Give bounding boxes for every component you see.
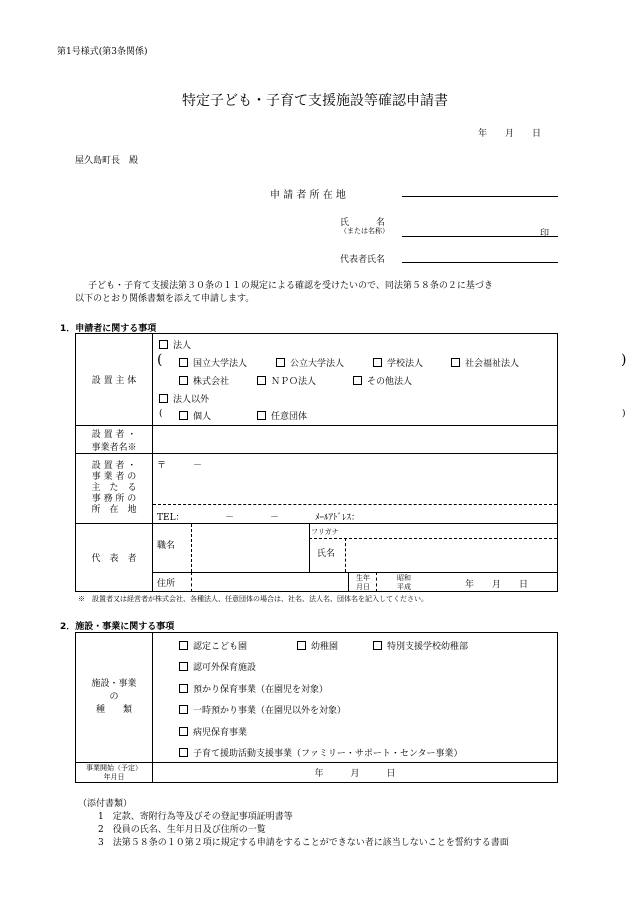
- start-date-field[interactable]: 年 月 日: [153, 763, 558, 783]
- divider: [309, 524, 310, 572]
- checkbox-icon: [373, 358, 382, 367]
- attachment-item: 1 定款、寄附行為等及びその登記事項証明書等: [98, 812, 293, 822]
- right-bracket-icon: ): [622, 409, 626, 419]
- office-label-cell: 設 置 者 ・ 事 業 者 の 主 た る 事 務 所 の 所 在 地: [76, 454, 153, 524]
- opt-certified-kodomoen[interactable]: 認定こども園: [179, 639, 247, 652]
- opt-individual[interactable]: 個人: [179, 409, 211, 422]
- addressee: 屋久島町長 殿: [75, 156, 139, 166]
- checkbox-icon: [179, 727, 188, 736]
- checkbox-icon: [179, 641, 188, 650]
- applicant-address-field[interactable]: [402, 196, 558, 197]
- left-brace-icon: (: [157, 352, 163, 368]
- checkbox-icon: [179, 748, 188, 757]
- facility-type-options-cell: [153, 633, 558, 763]
- attachment-item: 2 役員の氏名、生年月日及び住所の一覧: [98, 825, 266, 835]
- establisher-label-cell: 設 置 主 体: [76, 334, 153, 426]
- checkbox-icon: [159, 394, 168, 403]
- opt-voluntary-group[interactable]: 任意団体: [257, 409, 307, 422]
- opt-unlicensed-nursery[interactable]: 認可外保育施設: [179, 660, 256, 673]
- start-date-label-cell: 事業開始（予定） 年月日: [76, 763, 153, 783]
- opt-family-support[interactable]: 子育て援助活動支援事業（ファミリー・サポート・センター事業）: [179, 746, 462, 759]
- establisher-name-field[interactable]: [153, 426, 558, 454]
- opt-npo[interactable]: ＮＰＯ法人: [257, 374, 316, 387]
- date-field[interactable]: 年 月 日: [478, 129, 542, 139]
- dashed-divider: [376, 572, 377, 592]
- non-corp-checkbox[interactable]: 法人以外: [159, 392, 209, 405]
- office-address-cell[interactable]: [153, 454, 558, 524]
- checkbox-icon: [257, 376, 266, 385]
- applicant-address-label: 申 請 者 所 在 地: [270, 190, 346, 201]
- body-text-line2: 以下のとおり関係書類を添えて申請します。: [75, 294, 255, 304]
- rep-info-cell: [153, 524, 558, 592]
- dashed-divider: [345, 538, 346, 572]
- opt-kindergarten[interactable]: 幼稚園: [297, 639, 338, 652]
- job-title-label: 職名: [157, 541, 176, 551]
- era-showa: 昭和: [397, 574, 411, 582]
- checkbox-icon: [276, 358, 285, 367]
- checkbox-icon: [179, 411, 188, 420]
- furigana-label: フリガナ: [311, 528, 339, 536]
- checkbox-icon: [353, 376, 362, 385]
- checkbox-icon: [257, 411, 266, 420]
- opt-stock-company[interactable]: 株式会社: [179, 374, 229, 387]
- dob-label-2: 月日: [356, 583, 370, 591]
- facility-type-label-cell: 施設・事業 の 種 類: [76, 633, 153, 763]
- rep-label-cell: 代 表 者: [76, 524, 153, 592]
- seal-mark: 印: [540, 229, 550, 239]
- section1-note: ※ 設置者又は経営者が株式会社、各種法人、任意団体の場合は、社名、法人名、団体名を記入してください。: [78, 595, 428, 603]
- applicant-name-label: 氏 名: [340, 218, 386, 228]
- right-brace-icon: ): [621, 352, 627, 368]
- opt-national-univ[interactable]: 国立大学法人: [179, 356, 247, 369]
- left-bracket-icon: (: [159, 409, 163, 419]
- establisher-options-cell: [153, 334, 627, 426]
- opt-special-support-kindergarten[interactable]: 特別支援学校幼稚部: [373, 639, 468, 652]
- postal-code[interactable]: 〒 －: [157, 461, 203, 471]
- divider: [348, 572, 349, 592]
- corp-checkbox[interactable]: 法人: [159, 338, 191, 351]
- applicant-name-sub: （または名称）: [340, 227, 389, 235]
- opt-public-univ[interactable]: 公立大学法人: [276, 356, 344, 369]
- dashed-divider: [191, 524, 192, 572]
- dob-value[interactable]: 年 月 日: [465, 580, 529, 590]
- opt-school-corp[interactable]: 学校法人: [373, 356, 423, 369]
- rep-name-label: 氏名: [317, 549, 336, 559]
- tel-field[interactable]: TEL： － －: [157, 513, 280, 523]
- checkbox-icon: [179, 358, 188, 367]
- section2-heading: 2．施設・事業に関する事項: [60, 622, 175, 632]
- opt-social-welfare[interactable]: 社会福祉法人: [451, 356, 519, 369]
- era-heisei: 平成: [397, 583, 411, 591]
- applicant-name-field[interactable]: [402, 236, 558, 237]
- opt-other-corp[interactable]: その他法人: [353, 374, 412, 387]
- checkbox-icon: [179, 662, 188, 671]
- opt-extended-care[interactable]: 預かり保育事業（在園児を対象）: [179, 682, 328, 695]
- form-number: 第1号様式(第3条関係): [57, 47, 148, 57]
- section2-table: [75, 632, 558, 783]
- checkbox-icon: [179, 376, 188, 385]
- rep-name-field[interactable]: [402, 262, 558, 263]
- opt-temporary-care[interactable]: 一時預かり事業（在園児以外を対象）: [179, 703, 346, 716]
- rep-address-label: 住所: [157, 579, 176, 589]
- attachment-item: 3 法第５８条の１０第２項に規定する申請をすることができない者に該当しないことを誓約する書面: [98, 838, 509, 848]
- divider: [153, 572, 557, 573]
- checkbox-icon: [297, 641, 306, 650]
- dashed-divider: [191, 572, 192, 592]
- establisher-name-label-cell: 設 置 者 ・ 事業者名※: [76, 426, 153, 454]
- email-field[interactable]: ﾒｰﾙｱﾄﾞﾚｽ：: [315, 513, 361, 523]
- section1-heading: 1．申請者に関する事項: [60, 324, 157, 334]
- dob-label-1: 生年: [356, 574, 370, 582]
- attachments-heading: （添付書類）: [78, 799, 133, 809]
- page-title: 特定子ども・子育て支援施設等確認申請書: [182, 93, 448, 109]
- checkbox-icon: [373, 641, 382, 650]
- body-text-line1: 子ども・子育て支援法第３０条の１１の規定による確認を受けたいので、同法第５８条の２に基づき: [88, 281, 493, 291]
- dashed-divider: [309, 538, 557, 539]
- checkbox-icon: [159, 340, 168, 349]
- rep-name-label: 代表者氏名: [340, 255, 386, 265]
- checkbox-icon: [179, 684, 188, 693]
- checkbox-icon: [179, 705, 188, 714]
- dashed-divider: [153, 504, 557, 505]
- checkbox-icon: [451, 358, 460, 367]
- opt-sick-child-care[interactable]: 病児保育事業: [179, 725, 247, 738]
- section1-table: [75, 333, 627, 592]
